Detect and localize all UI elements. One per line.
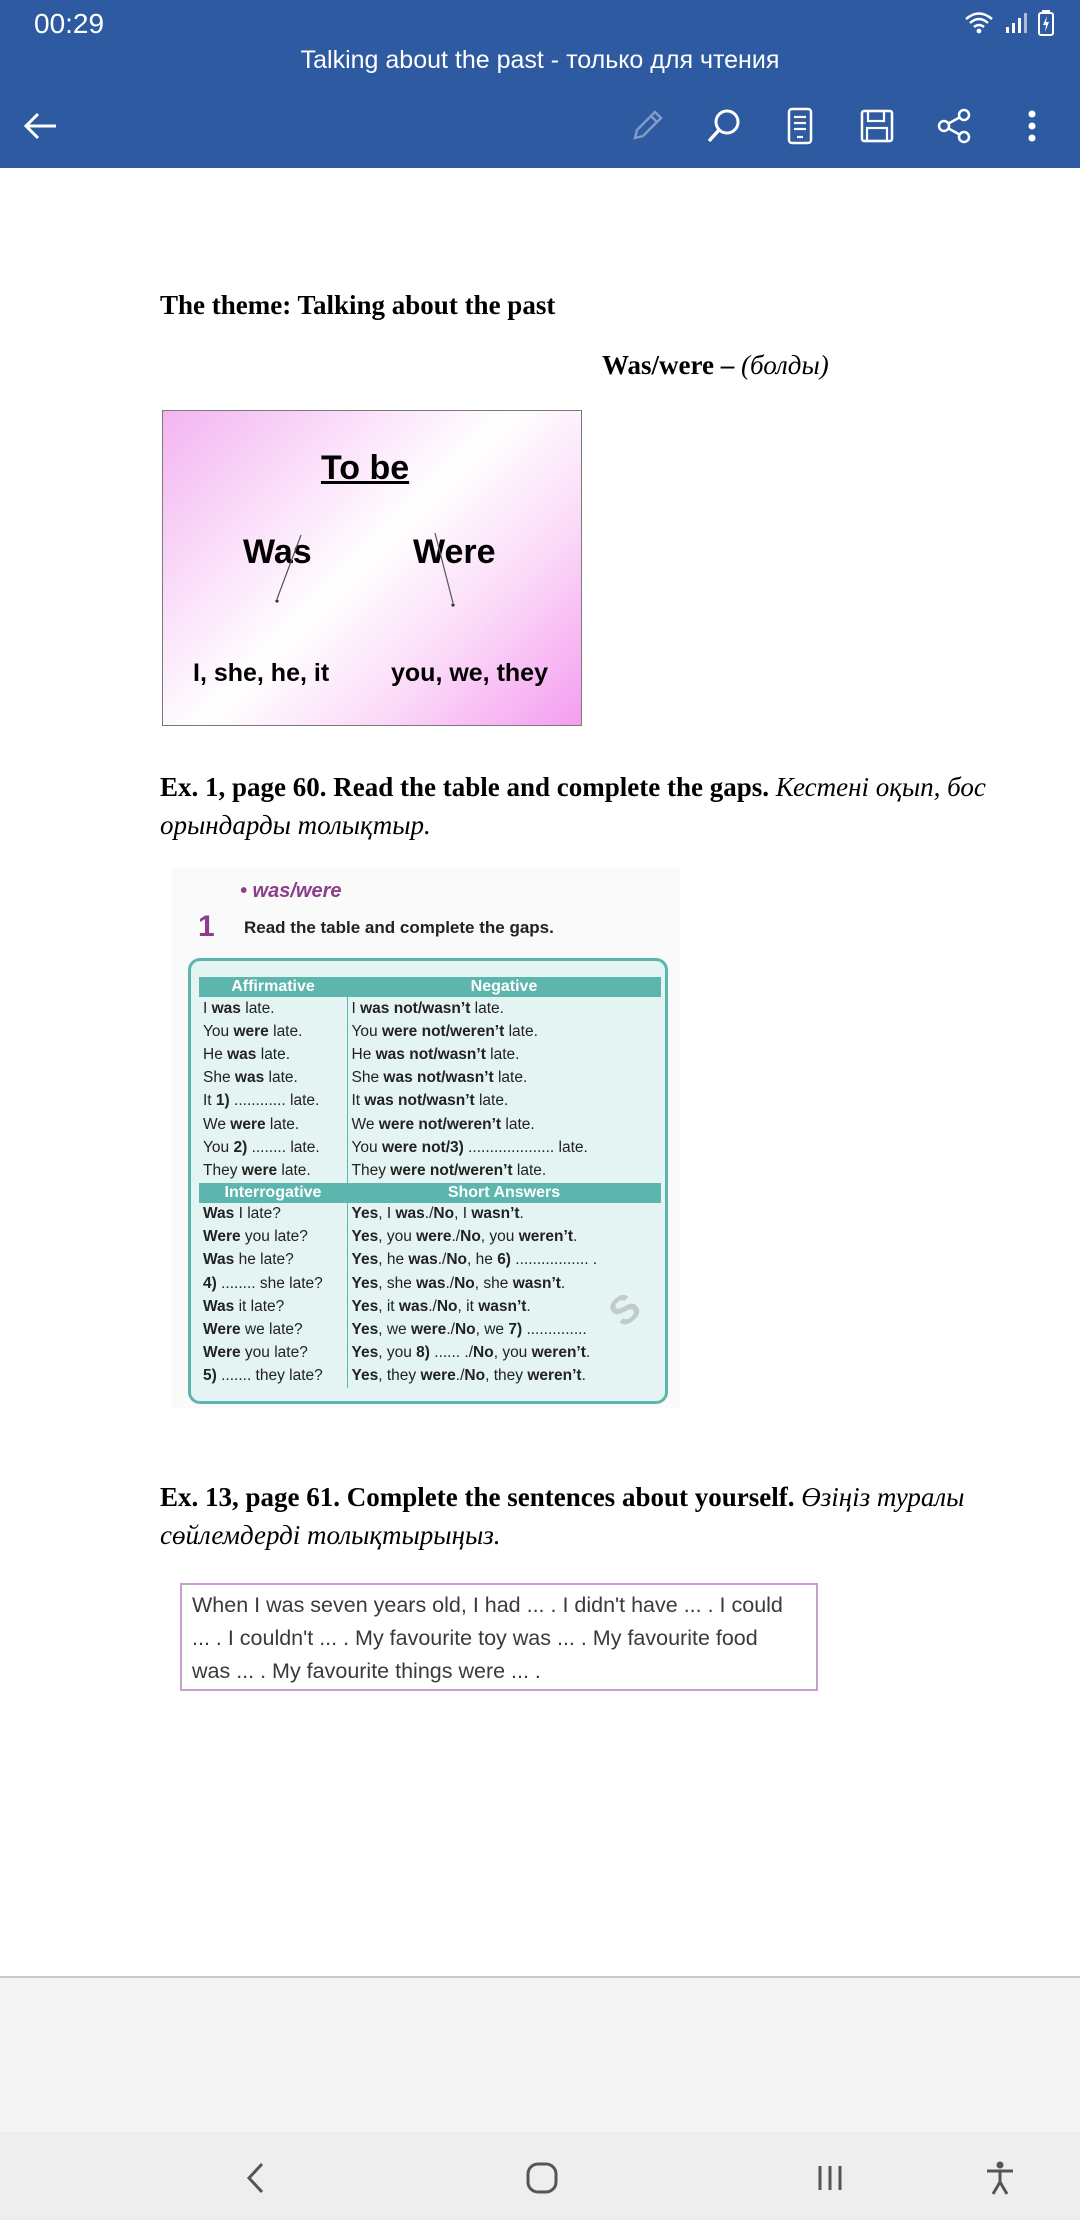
was-label: Was bbox=[243, 533, 312, 571]
table-row: He was late. He was not/wasn’t late. bbox=[199, 1043, 661, 1066]
share-icon bbox=[936, 108, 972, 144]
table-row: She was late. She was not/wasn’t late. bbox=[199, 1067, 661, 1090]
sentence-prompt-box bbox=[180, 1583, 818, 1691]
more-options-icon bbox=[1026, 108, 1038, 144]
save-icon bbox=[859, 108, 895, 144]
sentence-line: was ... . My favourite things were ... . bbox=[192, 1659, 541, 1683]
grammar-table bbox=[199, 977, 661, 1388]
more-options-button[interactable] bbox=[1004, 98, 1060, 154]
status-icons bbox=[964, 8, 1054, 38]
document-heading: The theme: Talking about the past bbox=[160, 290, 556, 320]
exercise-13-title: Ex. 13, page 61. Complete the sentences about yourself. bbox=[160, 1482, 795, 1512]
table-row: You were late. You were not/weren’t late. bbox=[199, 1020, 661, 1043]
table-row: Was it late? Yes, it was./No, it wasn’t. bbox=[199, 1295, 661, 1318]
was-pronouns: I, she, he, it bbox=[193, 659, 330, 687]
table-row: Were you late? Yes, you 8) ...... ./No, you weren’t. bbox=[199, 1342, 661, 1365]
sentence-line: ... . I couldn't ... . My favourite toy was ... . My favourite food bbox=[192, 1626, 758, 1650]
table-row: They were late. They were not/weren’t late. bbox=[199, 1159, 661, 1182]
reading-mode-icon bbox=[785, 107, 815, 145]
signal-icon bbox=[1004, 11, 1028, 35]
header-affirmative: Affirmative bbox=[199, 977, 347, 997]
accessibility-icon bbox=[983, 2160, 1017, 2196]
nav-home-button[interactable] bbox=[514, 2150, 570, 2206]
table-row: We were late. We were not/weren’t late. bbox=[199, 1113, 661, 1136]
table-row: I was late. I was not/wasn’t late. bbox=[199, 997, 661, 1020]
document-title: Talking about the past - только для чтения bbox=[300, 46, 780, 74]
were-label: Were bbox=[413, 533, 496, 571]
book-instruction: Read the table and complete the gaps. bbox=[244, 918, 554, 937]
table-row: Was he late? Yes, he was./No, he 6) ................. . bbox=[199, 1249, 661, 1272]
book-topic: • was/were bbox=[240, 880, 342, 902]
exercise-13-translation-a: Өзіңіз туралы bbox=[801, 1482, 965, 1512]
sentence-line: When I was seven years old, I had ... . I didn't have ... . I could bbox=[192, 1593, 783, 1617]
edit-pencil-icon bbox=[629, 108, 665, 144]
book-watermark: S bbox=[600, 1284, 650, 1336]
accessibility-button[interactable] bbox=[972, 2150, 1028, 2206]
exercise-13-translation-b: сөйлемдерді толықтырыңыз. bbox=[160, 1520, 501, 1550]
table-row: Were you late? Yes, you were./No, you weren’t. bbox=[199, 1226, 661, 1249]
textbook-table-image bbox=[172, 868, 680, 1408]
table-row: Was I late? Yes, I was./No, I wasn’t. bbox=[199, 1203, 661, 1226]
exercise-1-title: Ex. 1, page 60. Read the table and complete the gaps. bbox=[160, 772, 769, 802]
back-button[interactable] bbox=[12, 98, 68, 154]
battery-icon bbox=[1038, 10, 1054, 36]
reading-mode-button[interactable] bbox=[772, 98, 828, 154]
search-icon bbox=[705, 107, 743, 145]
document-page[interactable] bbox=[0, 168, 1080, 1978]
app-bar bbox=[0, 0, 1080, 168]
nav-recents-button[interactable] bbox=[802, 2150, 858, 2206]
exercise-1-instruction bbox=[160, 768, 1080, 844]
system-nav-bar bbox=[0, 2132, 1080, 2220]
nav-home-icon bbox=[525, 2161, 559, 2195]
status-time: 00:29 bbox=[34, 8, 105, 39]
nav-back-button[interactable] bbox=[228, 2150, 284, 2206]
document-background[interactable] bbox=[0, 1978, 1080, 2132]
wifi-icon bbox=[964, 10, 994, 36]
edit-button[interactable] bbox=[619, 98, 675, 154]
back-arrow-icon bbox=[22, 111, 58, 141]
table-row: 4) ........ she late? Yes, she was./No, she wasn’t. bbox=[199, 1272, 661, 1295]
header-interrogative: Interrogative bbox=[199, 1183, 347, 1203]
table-row: It 1) ............ late. It was not/wasn’t late. bbox=[199, 1090, 661, 1113]
header-short-answers: Short Answers bbox=[347, 1183, 661, 1203]
were-pronouns: you, we, they bbox=[391, 659, 548, 687]
book-exercise-number: 1 bbox=[198, 910, 215, 943]
book-table-card bbox=[188, 958, 668, 1404]
nav-recents-icon bbox=[813, 2161, 847, 2195]
table-row: Were we late? Yes, we were./No, we 7) .............. bbox=[199, 1318, 661, 1341]
save-button[interactable] bbox=[849, 98, 905, 154]
to-be-diagram bbox=[162, 410, 582, 726]
to-be-title: To be bbox=[321, 449, 410, 487]
exercise-1-translation-b: орындарды толықтыр. bbox=[160, 810, 431, 840]
was-were-label: Was/were – bbox=[602, 350, 735, 380]
exercise-1-translation-a: Кестені оқып, бос bbox=[775, 772, 986, 802]
table-row: You 2) ........ late. You were not/3) .................... late. bbox=[199, 1136, 661, 1159]
share-button[interactable] bbox=[926, 98, 982, 154]
nav-back-icon bbox=[244, 2161, 268, 2195]
exercise-13-instruction bbox=[160, 1478, 1080, 1554]
was-were-translation: (болды) bbox=[740, 350, 829, 380]
search-button[interactable] bbox=[696, 98, 752, 154]
was-were-line bbox=[602, 350, 829, 381]
table-row: 5) ....... they late? Yes, they were./No, they weren’t. bbox=[199, 1365, 661, 1388]
header-negative: Negative bbox=[347, 977, 661, 997]
